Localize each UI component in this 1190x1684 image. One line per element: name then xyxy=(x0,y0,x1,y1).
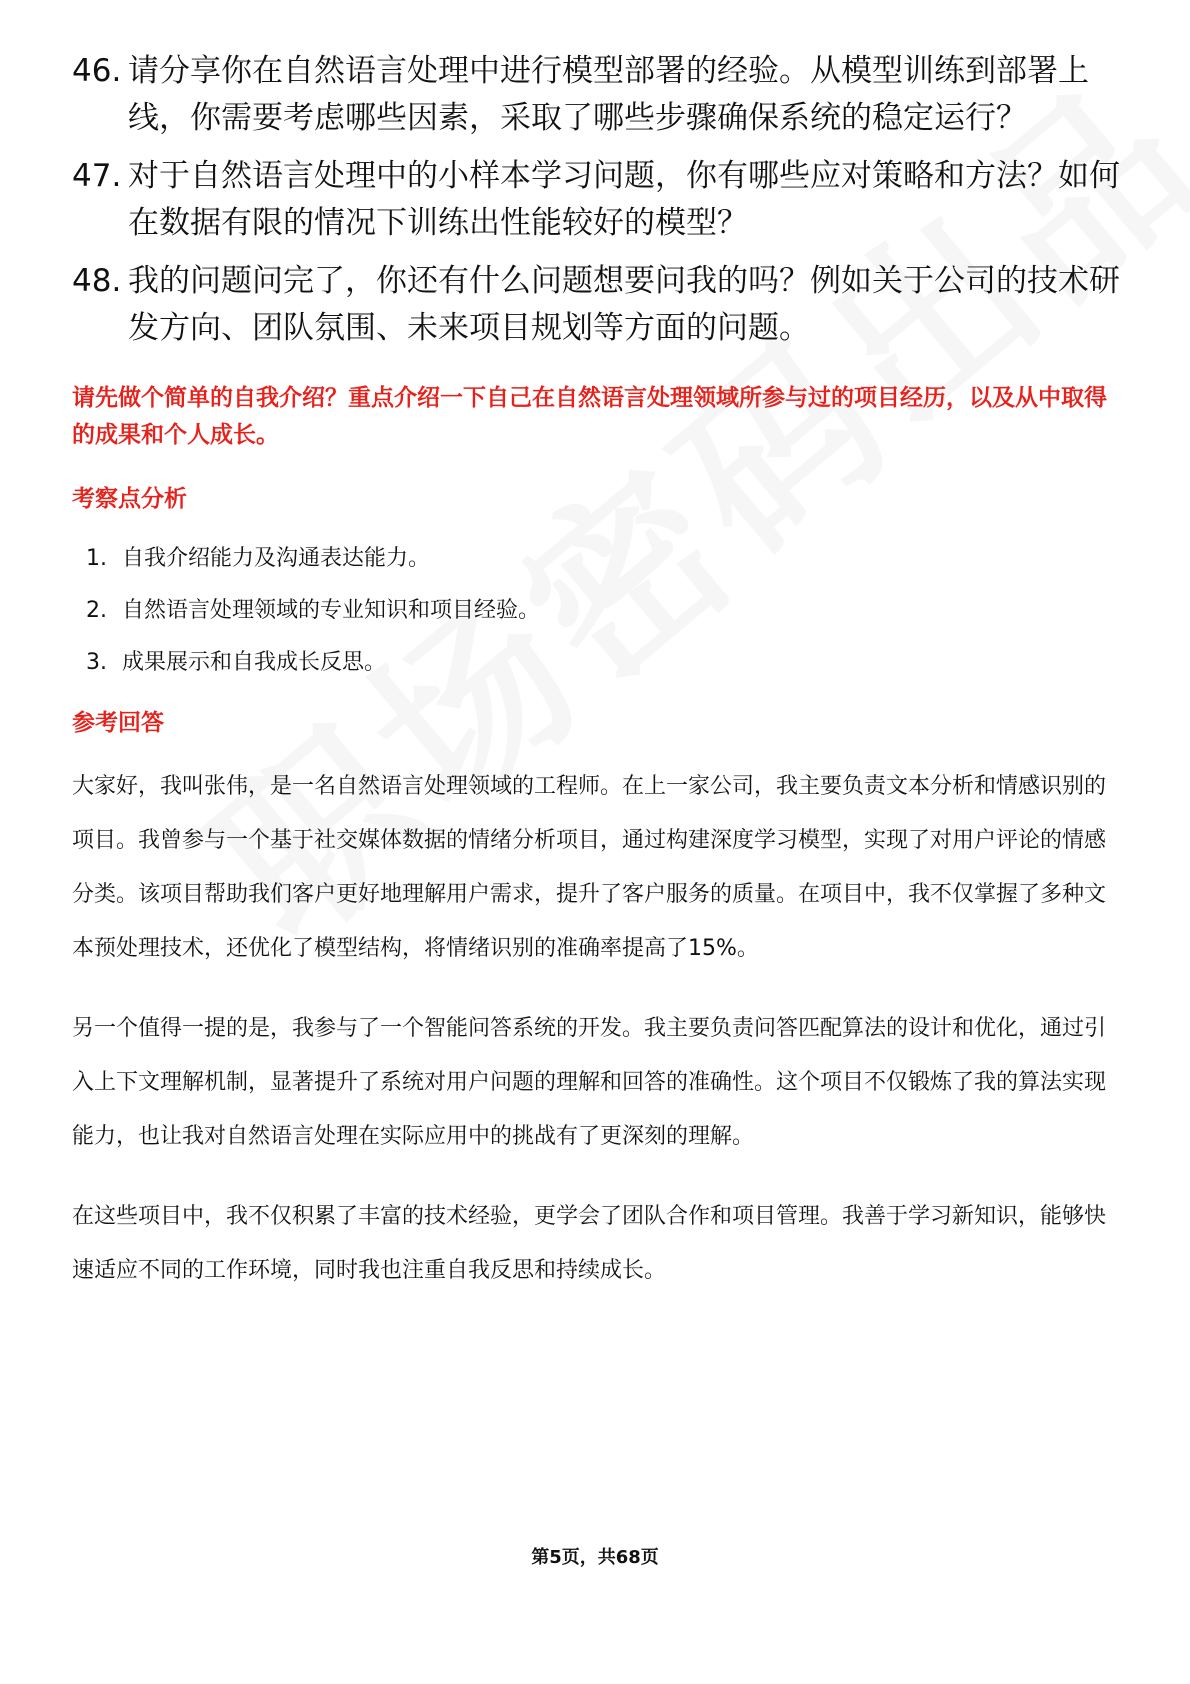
question-text: 请分享你在自然语言处理中进行模型部署的经验。从模型训练到部署上线，你需要考虑哪些因素，采取了哪些步骤确保系统的稳定运行？ xyxy=(128,53,1089,136)
question-item xyxy=(72,48,1122,142)
answer-paragraph: 在这些项目中，我不仅积累了丰富的技术经验，更学会了团队合作和项目管理。我善于学习新知识，能够快速适应不同的工作环境，同时我也注重自我反思和持续成长。 xyxy=(72,1204,1107,1283)
analysis-point xyxy=(86,544,1122,574)
point-text: 自我介绍能力及沟通表达能力。 xyxy=(122,546,431,571)
question-text: 对于自然语言处理中的小样本学习问题，你有哪些应对策略和方法？如何在数据有限的情况下训练出性能较好的模型？ xyxy=(128,158,1120,241)
analysis-heading: 考察点分析 xyxy=(72,486,187,512)
question-item xyxy=(72,153,1122,247)
highlight-question: 请先做个简单的自我介绍？重点介绍一下自己在自然语言处理领域所参与过的项目经历，以及从中取得的成果和个人成长。 xyxy=(72,385,1107,448)
answer-paragraph: 另一个值得一提的是，我参与了一个智能问答系统的开发。我主要负责问答匹配算法的设计和优化，通过引入上下文理解机制，显著提升了系统对用户问题的理解和回答的准确性。这个项目不仅锻炼了我的算法实现能力，也让我对自然语言处理在实际应用中的挑战有了更深刻的理解。 xyxy=(72,1016,1107,1149)
point-text: 成果展示和自我成长反思。 xyxy=(122,650,387,675)
answer-heading: 参考回答 xyxy=(72,710,164,736)
question-list xyxy=(72,48,1122,352)
analysis-point xyxy=(86,648,1122,678)
point-number: 1. xyxy=(86,546,107,571)
question-item xyxy=(72,258,1122,352)
question-number: 46. xyxy=(72,53,122,89)
page-footer: 第5页，共68页 xyxy=(531,1547,659,1568)
analysis-point-list xyxy=(72,544,1122,678)
answer-body xyxy=(72,760,1122,1298)
page-content xyxy=(72,48,1122,1320)
point-number: 3. xyxy=(86,650,107,675)
point-number: 2. xyxy=(86,598,107,623)
question-number: 48. xyxy=(72,263,122,299)
question-number: 47. xyxy=(72,158,122,194)
point-text: 自然语言处理领域的专业知识和项目经验。 xyxy=(122,598,541,623)
analysis-point xyxy=(86,596,1122,626)
question-text: 我的问题问完了，你还有什么问题想要问我的吗？例如关于公司的技术研发方向、团队氛围、未来项目规划等方面的问题。 xyxy=(128,263,1120,346)
answer-paragraph: 大家好，我叫张伟，是一名自然语言处理领域的工程师。在上一家公司，我主要负责文本分析和情感识别的项目。我曾参与一个基于社交媒体数据的情绪分析项目，通过构建深度学习模型，实现了对用户评论的情感分类。该项目帮助我们客户更好地理解用户需求，提升了客户服务的质量。在项目中，我不仅掌握了多种文本预处理技术，还优化了模型结构，将情绪识别的准确率提高了15%。 xyxy=(72,774,1107,961)
